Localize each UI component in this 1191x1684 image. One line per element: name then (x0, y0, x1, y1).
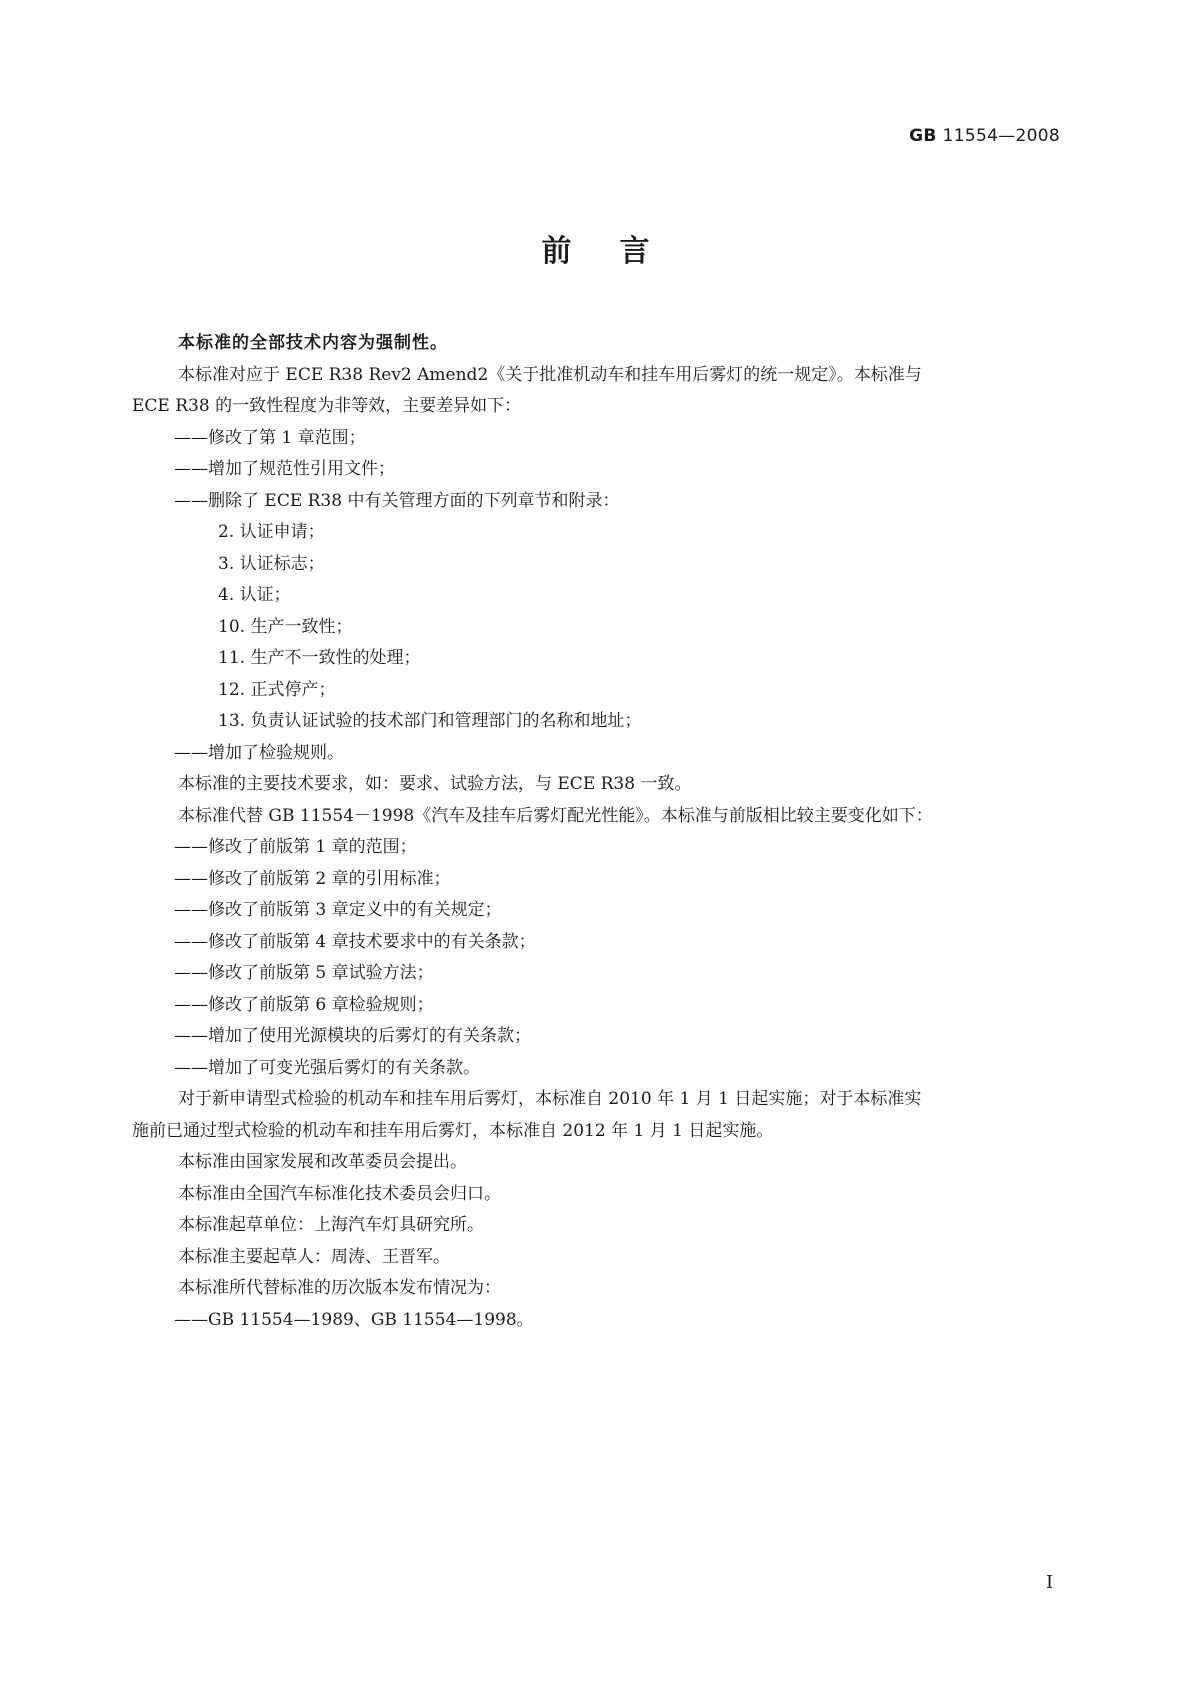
sub-item: 2. 认证申请； (218, 522, 325, 542)
sub-item: 12. 正式停产； (218, 679, 336, 700)
dash-item: ——修改了前版第 5 章试验方法； (174, 963, 434, 983)
page-number: I (1046, 1572, 1054, 1593)
sub-item: 4. 认证； (218, 585, 291, 605)
sub-item: 10. 生产一致性； (218, 616, 353, 637)
dash-item: ——增加了可变光强后雾灯的有关条款。 (174, 1057, 480, 1078)
dash-item: ——修改了前版第 1 章的范围； (174, 837, 417, 857)
dash-item: ——修改了前版第 6 章检验规则； (174, 994, 434, 1015)
standard-number (909, 126, 1060, 146)
paragraph-line: 本标准主要起草人：周涛、王晋军。 (178, 1246, 450, 1267)
dash-item: ——增加了规范性引用文件； (174, 459, 395, 479)
paragraph-line: 本标准由国家发展和改革委员会提出。 (178, 1152, 467, 1172)
paragraph-line: 本标准的主要技术要求，如：要求、试验方法，与 ECE R38 一致。 (178, 774, 692, 794)
dash-item: ——修改了第 1 章范围； (174, 427, 366, 448)
dash-item: ——GB 11554—1989、GB 11554—1998。 (174, 1309, 534, 1330)
page-title: 前言 (541, 234, 698, 269)
paragraph-line: 本标准所代替标准的历次版本发布情况为： (178, 1278, 501, 1298)
mandatory-statement: 本标准的全部技术内容为强制性。 (178, 333, 448, 353)
dash-item: ——增加了检验规则。 (174, 742, 344, 763)
standard-prefix: GB (909, 126, 937, 146)
paragraph-line: 对于新申请型式检验的机动车和挂车用后雾灯，本标准自 2010 年 1 月 1 日起实施；对于本标准实 (178, 1089, 922, 1109)
paragraph-line: 本标准代替 GB 11554－1998《汽车及挂车后雾灯配光性能》。本标准与前版相比较主要变化如下： (178, 805, 933, 826)
sub-item: 11. 生产不一致性的处理； (218, 648, 421, 668)
dash-item: ——删除了 ECE R38 中有关管理方面的下列章节和附录： (174, 490, 620, 511)
paragraph-line: 本标准起草单位：上海汽车灯具研究所。 (178, 1215, 484, 1235)
paragraph-line: ECE R38 的一致性程度为非等效，主要差异如下： (132, 396, 522, 416)
dash-item: ——修改了前版第 4 章技术要求中的有关条款； (174, 931, 536, 952)
standard-code: 11554—2008 (942, 126, 1060, 146)
dash-item: ——增加了使用光源模块的后雾灯的有关条款； (174, 1026, 531, 1046)
sub-item: 3. 认证标志； (218, 553, 325, 574)
dash-item: ——修改了前版第 3 章定义中的有关规定； (174, 900, 502, 920)
paragraph-line: 施前已通过型式检验的机动车和挂车用后雾灯，本标准自 2012 年 1 月 1 日起实施。 (132, 1120, 774, 1141)
foreword-body (132, 328, 1074, 1336)
dash-item: ——修改了前版第 2 章的引用标准； (174, 868, 451, 889)
sub-item: 13. 负责认证试验的技术部门和管理部门的名称和地址； (218, 711, 642, 731)
paragraph-line: 本标准由全国汽车标准化技术委员会归口。 (178, 1183, 501, 1204)
paragraph-line: 本标准对应于 ECE R38 Rev2 Amend2《关于批准机动车和挂车用后雾灯的统一规定》。本标准与 (178, 364, 922, 385)
